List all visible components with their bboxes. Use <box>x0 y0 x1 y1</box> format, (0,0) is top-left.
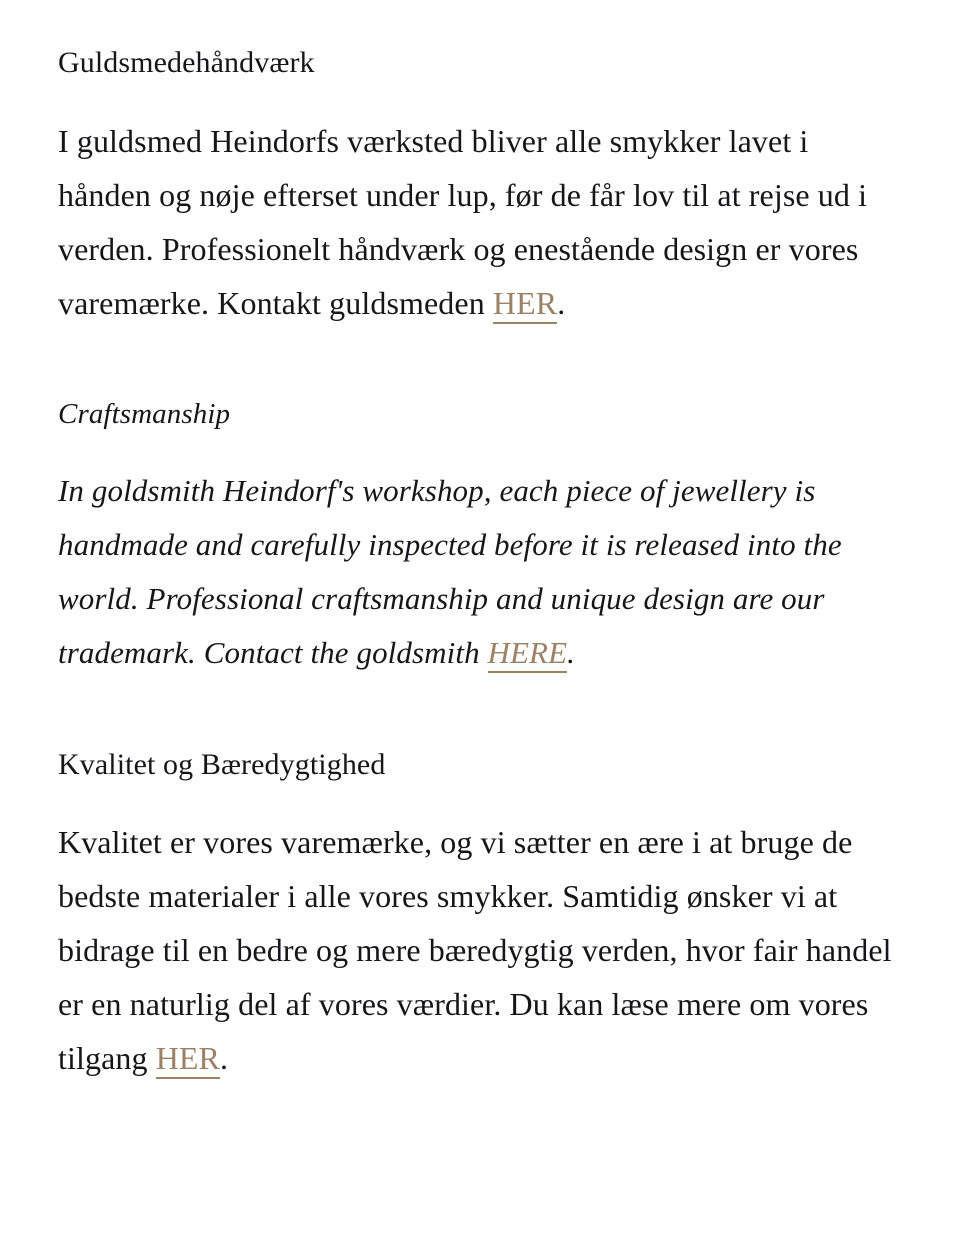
section-heading-craftsmanship-en: Craftsmanship <box>58 397 231 430</box>
section-body-craftsmanship-da <box>58 114 906 330</box>
body-text-before-link: I guldsmed Heindorfs værksted bliver alle smykker lavet i hånden og nøje efterset under lup, før de får lov til at rejse ud i verden. Professionelt håndværk og enestående design er vores varemærke. Kontakt guldsmeden <box>58 122 868 321</box>
body-text-after-link: . <box>557 284 566 321</box>
read-more-approach-link-da[interactable]: HER <box>156 1040 220 1079</box>
body-text-before-link: In goldsmith Heindorf's workshop, each piece of jewellery is handmade and carefully inspected before it is released into the world. Professional craftsmanship and unique design are our trademark. Contact the goldsmith <box>58 472 842 670</box>
body-text-after-link: . <box>220 1040 229 1077</box>
section-craftsmanship-da <box>58 44 906 330</box>
section-quality-sustainability-da <box>58 746 906 1086</box>
section-body-quality-sustainability-da <box>58 815 906 1085</box>
section-heading-craftsmanship-da: Guldsmedehåndværk <box>58 46 315 79</box>
contact-goldsmith-link-en[interactable]: HERE <box>488 635 568 673</box>
section-heading-quality-sustainability-da: Kvalitet og Bæredygtighed <box>58 747 386 781</box>
section-craftsmanship-en <box>58 396 906 680</box>
body-text-before-link: Kvalitet er vores varemærke, og vi sætter en ære i at bruge de bedste materialer i alle vores smykker. Samtidig ønsker vi at bidrage til en bedre og mere bæredygtig verden, hvor fair handel er en naturlig del af vores værdier. Du kan læse mere om vores tilgang <box>58 824 892 1077</box>
body-text-after-link: . <box>567 634 575 670</box>
contact-goldsmith-link-da[interactable]: HER <box>493 285 557 324</box>
content-column <box>58 44 906 1085</box>
section-body-craftsmanship-en <box>58 464 906 680</box>
